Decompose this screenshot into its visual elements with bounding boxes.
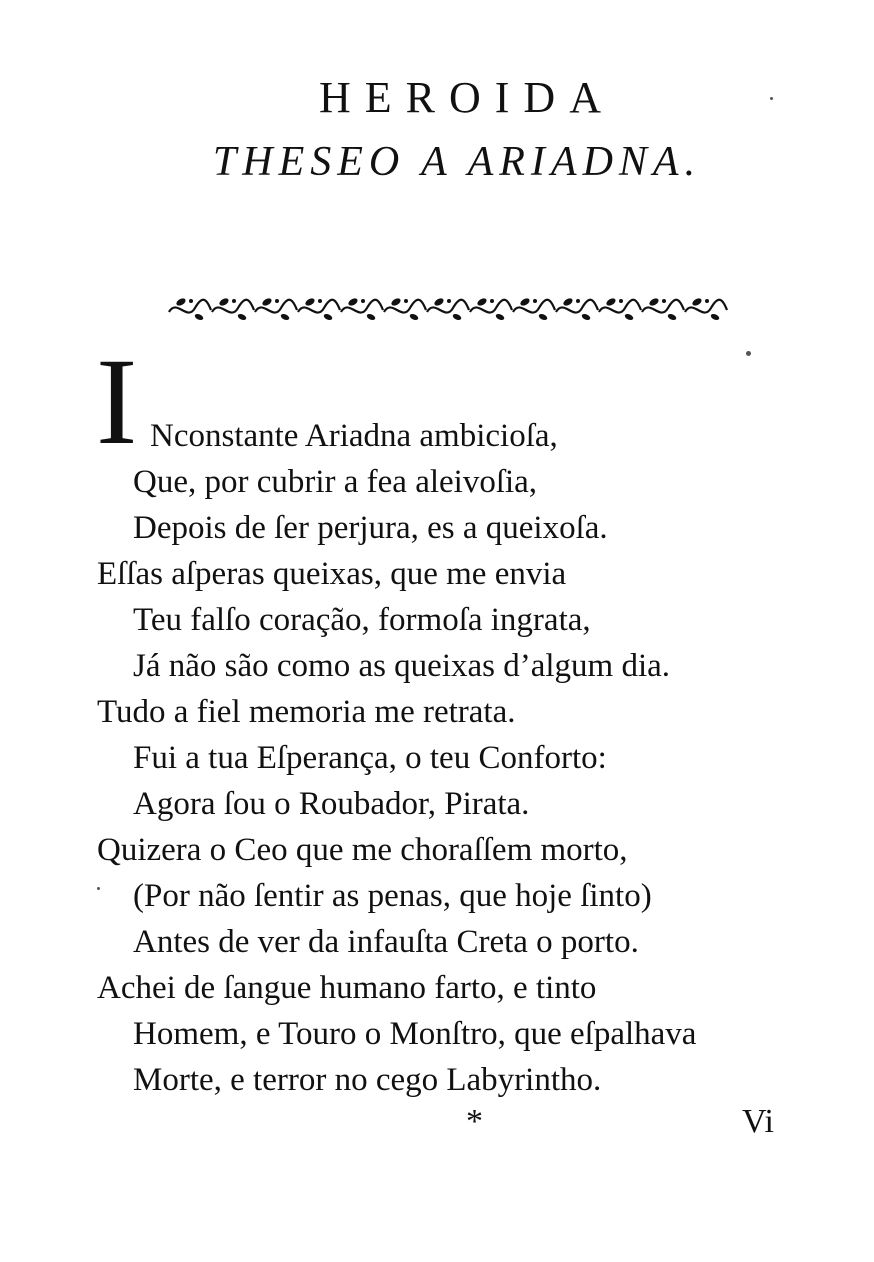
vine-leaf xyxy=(366,313,376,322)
vine-leaf xyxy=(261,297,273,307)
page-title: HEROIDA xyxy=(319,73,615,122)
vine-leaf xyxy=(433,297,445,307)
vine-leaf xyxy=(691,297,703,307)
vine-leaf xyxy=(194,313,204,322)
vine-curl xyxy=(662,299,666,303)
poem-line: Achei de ſangue humano farto, e tinto xyxy=(97,970,597,1006)
poem-line: Antes de ver da infauſta Creta o porto. xyxy=(133,924,639,960)
poem-line: Eſſas aſperas queixas, que me envia xyxy=(97,556,567,592)
vine-curl xyxy=(232,299,236,303)
decorative-vine-ornament xyxy=(165,292,730,326)
catchword: Vi xyxy=(742,1103,774,1140)
vine-curl xyxy=(361,299,365,303)
vine-curl xyxy=(447,299,451,303)
vine-leaf xyxy=(476,297,488,307)
vine-leaf xyxy=(347,297,359,307)
vine-curl xyxy=(576,299,580,303)
vine-curl xyxy=(533,299,537,303)
vine-leaf xyxy=(304,297,316,307)
poem-line: Homem, e Touro o Monſtro, que eſpalhava xyxy=(133,1016,697,1052)
vine-curl xyxy=(490,299,494,303)
poem-line: Fui a tua Eſperança, o teu Conforto: xyxy=(133,740,607,776)
vine-leaf xyxy=(581,313,591,322)
ink-speck xyxy=(97,887,100,890)
ink-speck xyxy=(770,97,773,100)
page-subtitle: THESEO A ARIADNA. xyxy=(212,139,702,185)
vine-leaf xyxy=(495,313,505,322)
poem-line: Tudo a fiel memoria me retrata. xyxy=(97,694,516,730)
drop-cap: I xyxy=(96,333,138,470)
vine-leaf xyxy=(648,297,660,307)
vine-leaf xyxy=(323,313,333,322)
vine-curl xyxy=(275,299,279,303)
vine-leaf xyxy=(409,313,419,322)
poem-line: Depois de ſer perjura, es a queixoſa. xyxy=(133,510,608,546)
poem-line: (Por não ſentir as penas, que hoje ſinto) xyxy=(133,878,652,914)
vine-leaf xyxy=(237,313,247,322)
poem-line: Agora ſou o Roubador, Pirata. xyxy=(133,786,530,822)
poem-line: Teu falſo coração, formoſa ingrata, xyxy=(133,602,591,638)
vine-curl xyxy=(404,299,408,303)
vine-leaf xyxy=(667,313,677,322)
vine-leaf xyxy=(390,297,402,307)
vine-leaf xyxy=(452,313,462,322)
vine-leaf xyxy=(538,313,548,322)
poem-line: Quizera o Ceo que me choraſſem morto, xyxy=(97,832,628,868)
poem-line: Que, por cubrir a fea aleivoſia, xyxy=(133,464,538,500)
vine-leaf xyxy=(218,297,230,307)
vine-leaf xyxy=(710,313,720,322)
ink-speck xyxy=(746,351,751,356)
poem-line: Morte, e terror no cego Labyrintho. xyxy=(133,1062,602,1098)
vine-curl xyxy=(189,299,193,303)
vine-leaf xyxy=(280,313,290,322)
vine-leaf xyxy=(605,297,617,307)
vine-leaf xyxy=(519,297,531,307)
vine-leaf xyxy=(624,313,634,322)
vine-curl xyxy=(619,299,623,303)
vine-curl xyxy=(318,299,322,303)
vine-leaf xyxy=(562,297,574,307)
vine-curl xyxy=(705,299,709,303)
poem-line: Já não são como as queixas d’algum dia. xyxy=(133,648,671,684)
vine-leaf xyxy=(175,297,187,307)
signature-mark: * xyxy=(466,1103,483,1140)
poem-line: Nconstante Ariadna ambicioſa, xyxy=(150,418,558,454)
